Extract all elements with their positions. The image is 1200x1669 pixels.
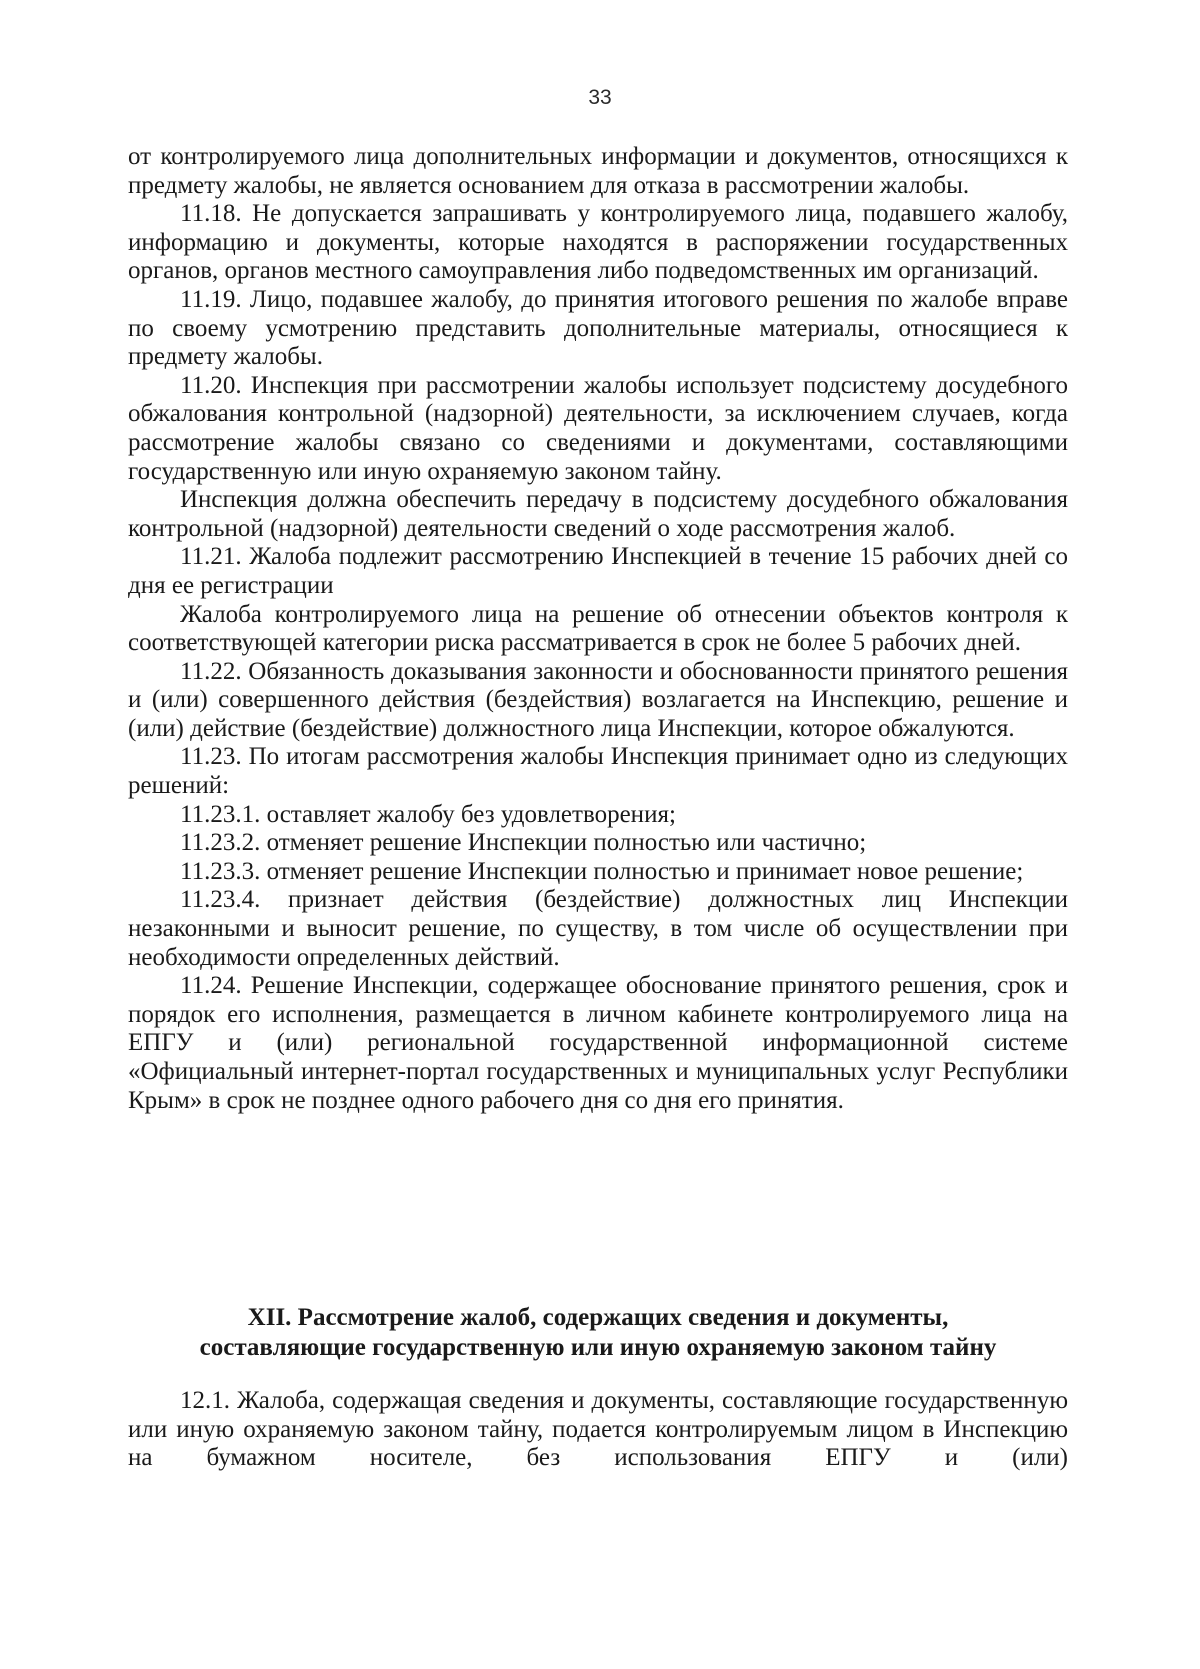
paragraph-11-24: 11.24. Решение Инспекции, содержащее обоснование принятого решения, срок и порядок его исполнения, размещается в личном кабинете контролируемого лица на ЕПГУ и (или) региональной государственной информационной системе «Официальный интернет-портал государственных и муниципальных услуг Республики Крым» в срок не позднее одного рабочего дня со дня его принятия. [128,972,1068,1114]
paragraph-11-23-1: 11.23.1. оставляет жалобу без удовлетворения; [180,800,676,828]
paragraph-11-23-3: 11.23.3. отменяет решение Инспекции полностью и принимает новое решение; [180,857,1024,885]
paragraph-11-23-2: 11.23.2. отменяет решение Инспекции полностью или частично; [180,829,867,857]
paragraph-continuation: от контролируемого лица дополнительных информации и документов, относящихся к предмету жалобы, не является основанием для отказа в рассмотрении жалобы. [128,143,1068,199]
section-body [128,1387,1068,1473]
paragraph-11-23-4: 11.23.4. признает действия (бездействие) должностных лиц Инспекции незаконными и выносит решение, по существу, в том числе об осуществлении при необходимости определенных действий. [128,886,1068,971]
paragraph-11-20-inspection: Инспекция должна обеспечить передачу в подсистему досудебного обжалования контрольной (надзорной) деятельности сведений о ходе рассмотрения жалоб. [128,486,1068,542]
paragraph-11-19: 11.19. Лицо, подавшее жалобу, до принятия итогового решения по жалобе вправе по своему усмотрению представить дополнительные материалы, относящиеся к предмету жалобы. [128,285,1068,371]
paragraph-11-21-risk: Жалоба контролируемого лица на решение об отнесении объектов контроля к соответствующей категории риска рассматривается в срок не более 5 рабочих дней. [128,600,1068,657]
paragraph-11-22: 11.22. Обязанность доказывания законности и обоснованности принятого решения и (или) совершенного действия (бездействия) возлагается на Инспекцию, решение и (или) действие (бездействие) должностного лица Инспекции, которое обжалуются. [128,657,1068,742]
section-heading-line-2: составляющие государственную или иную охраняемую законом тайну [199,1334,997,1361]
body-text [128,143,1068,1115]
section-heading-line-1: XII. Рассмотрение жалоб, содержащих сведения и документы, [247,1304,949,1331]
paragraph-11-18: 11.18. Не допускается запрашивать у контролируемого лица, подавшего жалобу, информацию и документы, которые находятся в распоряжении государственных органов, органов местного самоуправления либо подведомственных им организаций. [128,200,1068,285]
paragraph-11-23: 11.23. По итогам рассмотрения жалобы Инспекция принимает одно из следующих решений: [128,743,1068,800]
paragraph-11-21: 11.21. Жалоба подлежит рассмотрению Инспекцией в течение 15 рабочих дней со дня ее регистрации [128,543,1068,599]
page-number: 33 [588,86,612,109]
paragraph-12-1: 12.1. Жалоба, содержащая сведения и документы, составляющие государственную или иную охраняемую законом тайну, подается контролируемым лицом в Инспекцию на бумажном носителе, без использования ЕПГУ и (или) [128,1387,1068,1472]
section-heading [128,1303,1068,1363]
paragraph-11-20: 11.20. Инспекция при рассмотрении жалобы использует подсистему досудебного обжалования контрольной (надзорной) деятельности, за исключением случаев, когда рассмотрение жалобы связано со сведениями и документами, составляющими государственную или иную охраняемую законом тайну. [128,371,1068,485]
